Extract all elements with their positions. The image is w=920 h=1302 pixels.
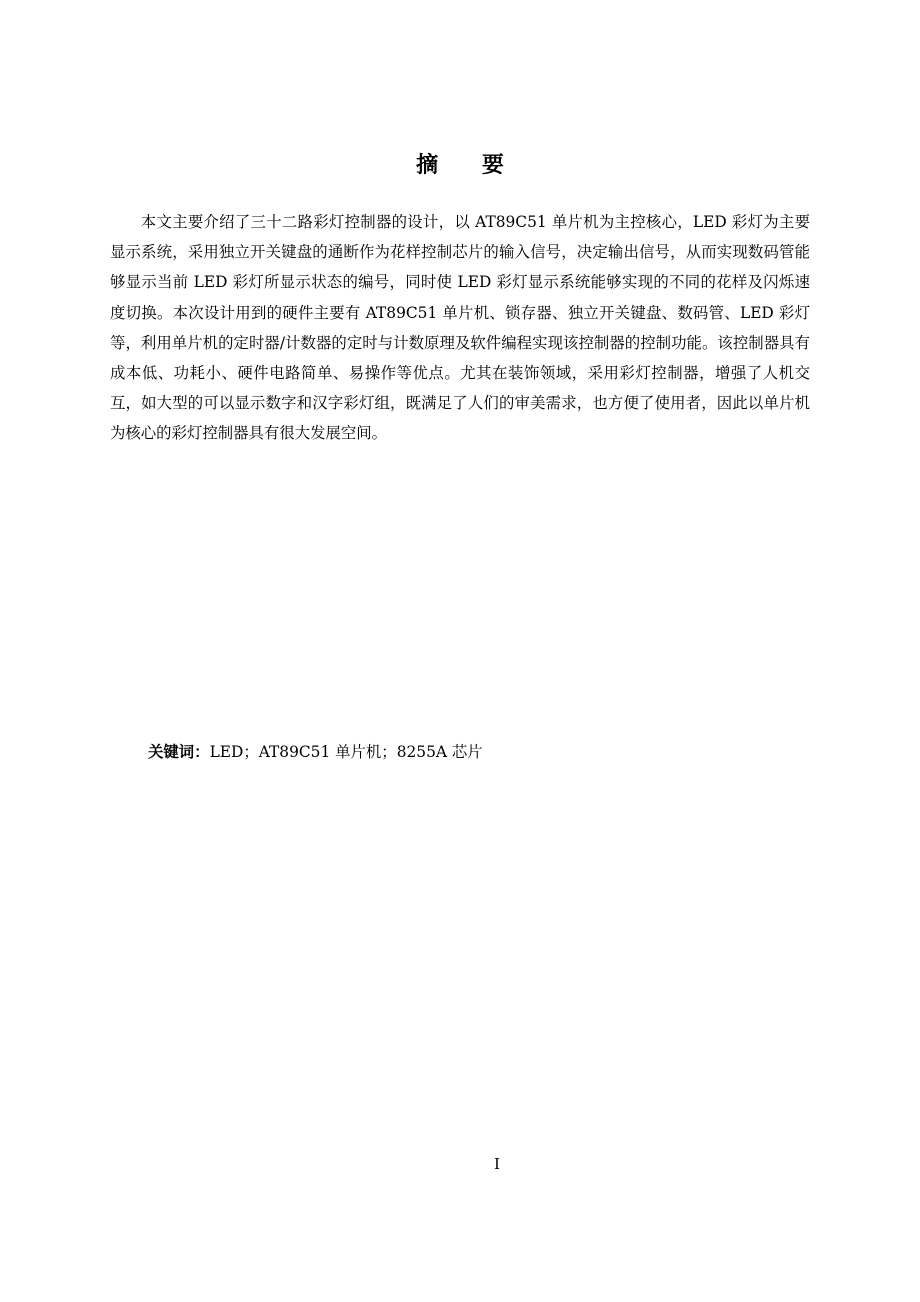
keywords-label: 关键词： xyxy=(148,743,210,761)
keywords-value: LED；AT89C51 单片机；8255A 芯片 xyxy=(209,743,483,761)
abstract-title: 摘 要 xyxy=(416,153,522,178)
keywords-line xyxy=(148,737,483,767)
abstract-paragraph: 本文主要介绍了三十二路彩灯控制器的设计，以 AT89C51 单片机为主控核心，LED 彩灯为主要显示系统，采用独立开关键盘的通断作为花样控制芯片的输入信号，决定输出信号，从而实现数码管能够显示当前 LED 彩灯所显示状态的编号，同时使 LED 彩灯显示系统能够实现的不同的花样及闪烁速度切换。本次设计用到的硬件主要有 AT89C51 单片机、锁存器、独立开关键盘、数码管、LED 彩灯等，利用单片机的定时器/计数器的定时与计数原理及软件编程实现该控制器的控制功能。该控制器具有成本低、功耗小、硬件电路简单、易操作等优点。尤其在装饰领域，采用彩灯控制器，增强了人机交互，如大型的可以显示数字和汉字彩灯组，既满足了人们的审美需求，也方便了使用者，因此以单片机为核心的彩灯控制器具有很大发展空间。 xyxy=(110,213,810,443)
page-number: I xyxy=(494,1155,500,1173)
